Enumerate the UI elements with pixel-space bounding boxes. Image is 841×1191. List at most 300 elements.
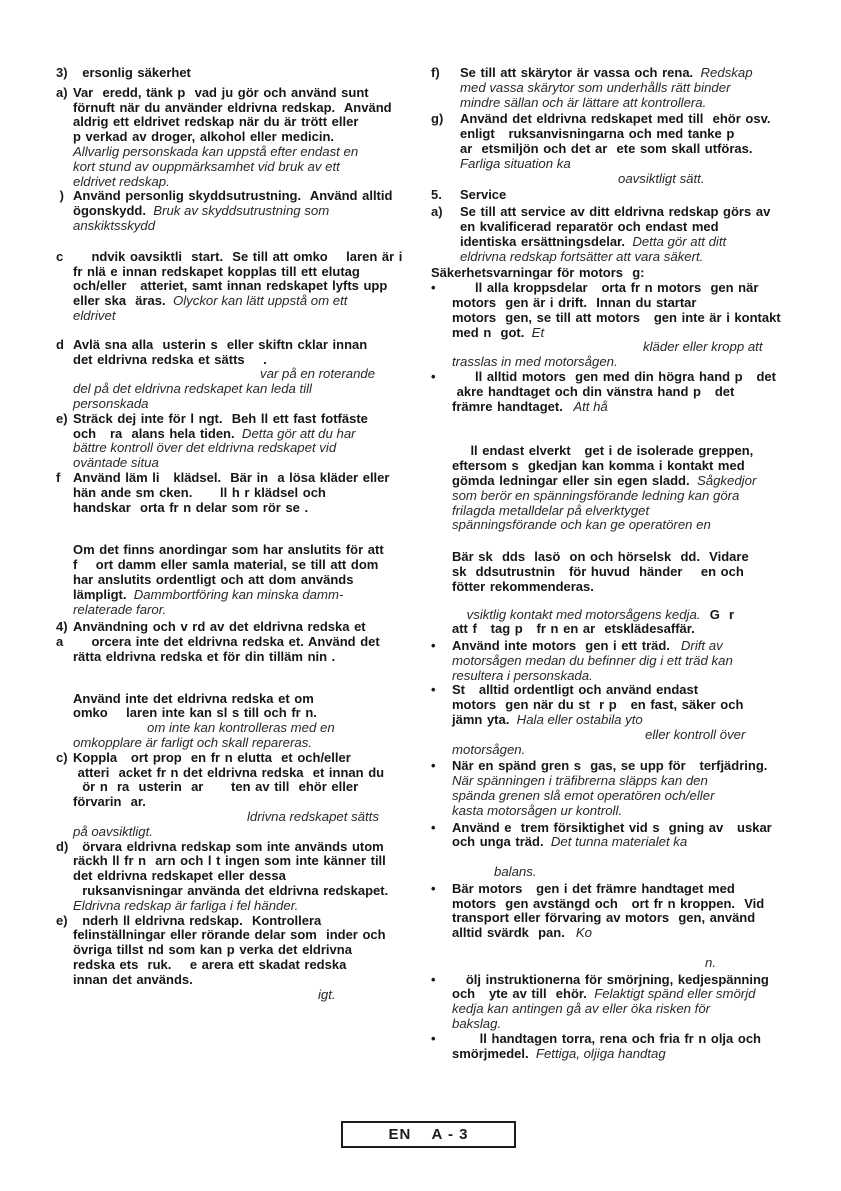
explanation-text: Olyckor kan lätt uppstå om ett — [165, 293, 348, 309]
list-marker: • — [431, 819, 436, 835]
explanation-text: eller kontroll över — [645, 726, 746, 742]
explanation-text: mindre sällan och är lättare att kontrollera. — [460, 94, 707, 110]
instruction-text: felinställningar eller rörande delar som inder och — [73, 927, 386, 943]
list-marker: 4) — [56, 619, 68, 635]
text-line — [73, 884, 428, 899]
text-line — [73, 338, 428, 353]
text-line — [452, 850, 813, 865]
text-line — [73, 825, 428, 840]
explanation-text: eldrivna redskap fortsätter att vara säkert. — [460, 248, 704, 264]
explanation-text: n. — [705, 954, 716, 970]
text-line — [73, 620, 428, 635]
instruction-text: ersonlig säkerhet — [73, 65, 191, 80]
instruction-text: lämpligt. — [73, 586, 127, 602]
instruction-text: att f tag p fr n en ar etsklädesaffär. — [452, 621, 695, 637]
text-line — [452, 865, 813, 880]
instruction-text: motors gen avstängd och ort fr n kroppen. Vid — [452, 895, 765, 911]
instruction-text: ölj instruktionerna för smörjning, kedjespänning — [452, 971, 769, 987]
text-line — [73, 441, 428, 456]
instruction-text: rätta eldrivna redska et för din tilläm nin . — [73, 648, 336, 664]
explanation-text: kasta motorsågen ur kontroll. — [452, 802, 623, 818]
explanation-text: Ko — [564, 925, 592, 941]
explanation-text: personskada — [73, 395, 149, 411]
instruction-text: har anslutits ordentligt och att dom används — [73, 571, 354, 587]
text-line — [452, 355, 813, 370]
instruction-text: ögonskydd. — [73, 203, 146, 219]
explanation-text: Felaktigt spänd eller smörjd — [586, 986, 756, 1002]
text-line — [452, 518, 813, 533]
text-line — [73, 736, 428, 751]
instruction-text: Använd inte det eldrivna redska et om — [73, 690, 314, 706]
list-item — [431, 882, 813, 971]
list-item — [431, 188, 813, 203]
text-line — [452, 459, 813, 474]
text-line — [452, 296, 813, 311]
text-line — [73, 145, 428, 160]
list-marker: • — [431, 280, 436, 296]
explanation-text: bättre kontroll över det eldrivna redskapet vid — [73, 440, 337, 456]
text-line — [431, 266, 813, 281]
instruction-text: Använd e trem försiktighet vid s gning av uskar — [452, 819, 772, 835]
text-line — [73, 382, 428, 397]
instruction-text: det eldrivna redska et sätts . — [73, 351, 267, 367]
explanation-text: Bruk av skyddsutrustning som — [145, 203, 330, 219]
instruction-text: Bär motors gen i det främre handtaget med — [452, 880, 735, 896]
text-line — [452, 444, 813, 459]
instruction-text: ar etsmiljön och det ar ete som skall utföras. — [460, 140, 753, 156]
instruction-text: atteri acket fr n det eldrivna redska et innan du — [73, 764, 385, 780]
list-marker: 5. — [431, 187, 442, 203]
instruction-text: Använd det eldrivna redskapet med till ehör osv. — [460, 111, 771, 127]
instruction-text: fötter rekommenderas. — [452, 578, 594, 594]
text-line — [452, 370, 813, 385]
left-column — [56, 66, 428, 1002]
list-item — [431, 112, 813, 186]
text-line — [73, 869, 428, 884]
list-item — [431, 683, 813, 757]
list-item — [56, 543, 428, 617]
text-line — [460, 142, 813, 157]
instruction-text: St alltid ordentligt och använd endast — [452, 682, 699, 698]
text-line — [73, 721, 428, 736]
instruction-text: eller ska äras. — [73, 293, 166, 309]
instruction-text: omko laren inte kan sl s till och fr n. — [73, 705, 317, 721]
explanation-text: som berör en spänningsförande ledning kan göra — [452, 487, 740, 503]
text-line — [452, 835, 813, 850]
list-item — [431, 821, 813, 880]
text-line — [73, 367, 428, 382]
list-marker: • — [431, 368, 436, 384]
instruction-text: hän ande sm cken. ll h r klädsel och — [73, 484, 326, 500]
text-line — [73, 397, 428, 412]
instruction-text: förvarin ar. — [73, 794, 146, 810]
list-item — [56, 751, 428, 840]
text-line — [452, 400, 813, 415]
list-marker: f) — [431, 65, 440, 80]
text-line — [452, 340, 813, 355]
text-line — [460, 127, 813, 142]
text-line — [73, 204, 428, 219]
text-line — [452, 669, 813, 684]
explanation-text: anskiktsskydd — [73, 217, 156, 233]
instruction-text: och yte av till ehör. — [452, 986, 587, 1002]
list-marker: ) — [56, 188, 64, 204]
text-line — [73, 160, 428, 175]
list-item — [431, 639, 813, 683]
text-line — [452, 759, 813, 774]
text-line — [460, 112, 813, 127]
text-line — [452, 608, 813, 623]
text-line — [73, 175, 428, 190]
list-item — [431, 444, 813, 533]
instruction-text: När en spänd gren s gas, se upp för terfjädring. — [452, 758, 768, 774]
text-line — [460, 66, 813, 81]
instruction-text: Avlä sna alla usterin s eller skiftn cklar innan — [73, 336, 368, 352]
list-item — [56, 620, 428, 635]
explanation-text: kort stund av ouppmärksamhet vid bruk av ett — [73, 158, 340, 174]
instruction-text: det eldrivna redskapet eller dessa — [73, 868, 286, 884]
text-line — [73, 353, 428, 368]
list-item — [431, 608, 813, 638]
explanation-text: Sågkedjor — [689, 472, 757, 488]
instruction-text: Använd personlig skyddsutrustning. Använd alltid — [73, 188, 393, 204]
list-marker: a) — [56, 84, 68, 100]
text-line — [73, 66, 428, 81]
list-marker: • — [431, 682, 436, 698]
instruction-text: örvara eldrivna redskap som inte används utom — [73, 838, 384, 854]
explanation-text: oavsiktligt sätt. — [618, 170, 705, 186]
list-item — [56, 635, 428, 665]
list-item — [56, 250, 428, 324]
text-line — [73, 101, 428, 116]
text-line — [73, 650, 428, 665]
list-marker: • — [431, 1030, 436, 1046]
text-line — [73, 854, 428, 869]
text-line — [73, 766, 428, 781]
text-line — [452, 698, 813, 713]
explanation-text: Redskap — [693, 65, 753, 80]
text-line — [73, 265, 428, 280]
explanation-text: vsiktlig kontakt med motorsågens kedja. — [452, 606, 701, 622]
text-line — [73, 988, 428, 1003]
instruction-text: p verkad av droger, alkohol eller medicin. — [73, 129, 335, 145]
explanation-text: eldrivet — [73, 307, 116, 323]
list-item — [56, 914, 428, 1003]
text-line — [452, 1002, 813, 1017]
list-item — [56, 840, 428, 914]
text-line — [452, 882, 813, 897]
instruction-text: Service — [460, 187, 507, 203]
text-line — [73, 558, 428, 573]
text-line — [452, 474, 813, 489]
instruction-text: f ort damm eller samla material, se till att dom — [73, 557, 379, 573]
instruction-text: fr nlä e innan redskapet kopplas till ett elutag — [73, 263, 360, 279]
instruction-text: Var eredd, tänk p vad ju gör och använd sunt — [73, 84, 369, 100]
instruction-text: och/eller atteriet, samt innan redskapet lyfts upp — [73, 278, 388, 294]
instruction-text: ll handtagen torra, rena och fria fr n olja och — [452, 1030, 761, 1046]
right-column — [431, 66, 813, 1061]
text-line — [452, 987, 813, 1002]
text-line — [452, 743, 813, 758]
instruction-text: G r — [700, 606, 735, 622]
instruction-text: motors gen är i drift. Innan du startar — [452, 294, 697, 310]
instruction-text: akre handtaget och din vänstra hand p det — [452, 383, 735, 399]
text-line — [452, 897, 813, 912]
instruction-text: sk ddsutrustnin för huvud händer en och — [452, 563, 744, 579]
list-marker: e) — [56, 912, 68, 928]
list-item — [431, 205, 813, 264]
list-marker: d — [56, 336, 64, 352]
text-line — [452, 385, 813, 400]
text-line — [73, 928, 428, 943]
instruction-text: övriga tillst nd som kan p verka det eldrivna — [73, 942, 352, 958]
instruction-text: jämn yta. — [452, 712, 510, 728]
explanation-text: på oavsiktligt. — [73, 823, 153, 839]
instruction-text: smörjmedel. — [452, 1045, 529, 1061]
explanation-text: oväntade situa — [73, 455, 159, 471]
explanation-text: Detta gör att ditt — [625, 233, 727, 249]
text-line — [73, 501, 428, 516]
instruction-text: Säkerhetsvarningar för motors g: — [431, 265, 645, 281]
text-line — [452, 311, 813, 326]
text-line — [460, 96, 813, 111]
explanation-text: spänningsförande och kan ge operatören en — [452, 517, 711, 533]
explanation-text: relaterade faror. — [73, 601, 167, 617]
text-line — [73, 588, 428, 603]
explanation-text: Allvarlig personskada kan uppstå efter endast en — [73, 143, 359, 159]
instruction-text: eftersom s gkedjan kan komma i kontakt med — [452, 458, 745, 474]
instruction-text: främre handtaget. — [452, 398, 563, 414]
text-line — [73, 914, 428, 929]
explanation-text: Drift av — [669, 638, 723, 654]
list-marker: a — [56, 634, 64, 650]
text-line — [452, 821, 813, 836]
text-line — [73, 115, 428, 130]
text-line — [73, 943, 428, 958]
explanation-text: Fettiga, oljiga handtag — [528, 1045, 666, 1061]
explanation-text: trasslas in med motorsågen. — [452, 354, 618, 370]
list-item — [56, 412, 428, 471]
explanation-text: kedja kan antingen gå av eller öka risken för — [452, 1001, 711, 1017]
text-line — [73, 635, 428, 650]
instruction-text: Se till att service av ditt eldrivna redskap görs av — [460, 204, 771, 220]
instruction-text: ll alltid motors gen med din högra hand p det — [452, 368, 776, 384]
explanation-text: balans. — [494, 864, 537, 880]
explanation-text: del på det eldrivna redskapet kan leda till — [73, 381, 312, 397]
instruction-text: redska ets ruk. e arera ett skadat redska — [73, 957, 347, 973]
page-number: EN A - 3 — [388, 1126, 469, 1143]
text-line — [460, 188, 813, 203]
text-line — [452, 580, 813, 595]
explanation-text: Et — [524, 324, 545, 340]
instruction-text: Se till att skärytor är vassa och rena. — [460, 65, 694, 80]
text-line — [452, 654, 813, 669]
text-line — [460, 220, 813, 235]
text-line — [452, 713, 813, 728]
text-line — [73, 471, 428, 486]
list-item — [56, 692, 428, 751]
list-item — [431, 266, 813, 281]
instruction-text: handskar orta fr n delar som rör se . — [73, 499, 309, 515]
instruction-text: Använd läm li klädsel. Bär in a lösa kläder eller — [73, 469, 390, 485]
text-line — [452, 728, 813, 743]
text-line — [73, 603, 428, 618]
text-line — [73, 692, 428, 707]
text-line — [452, 956, 813, 971]
text-line — [73, 86, 428, 101]
explanation-text: Det tunna materialet ka — [543, 834, 688, 850]
explanation-text: omkopplare är farligt och skall repareras. — [73, 735, 312, 751]
text-line — [452, 926, 813, 941]
instruction-text: transport eller förvaring av motors gen, använd — [452, 910, 756, 926]
instruction-text: aldrig ett eldrivet redskap när du är trött eller — [73, 114, 359, 130]
text-line — [452, 622, 813, 637]
instruction-text: Om det finns anordingar som har anslutits för att — [73, 542, 384, 558]
explanation-text: motorsågen medan du befinner dig i ett träd kan — [452, 652, 733, 668]
explanation-text: var på en roterande — [260, 366, 376, 382]
explanation-text: kläder eller kropp att — [643, 339, 763, 355]
instruction-text: ruksanvisningar använda det eldrivna redskapet. — [73, 883, 389, 899]
text-line — [452, 789, 813, 804]
instruction-text: och ra alans hela tiden. — [73, 425, 235, 441]
text-line — [73, 840, 428, 855]
instruction-text: innan det används. — [73, 971, 193, 987]
explanation-text: Att hå — [562, 398, 608, 414]
instruction-text: Sträck dej inte för l ngt. Beh ll ett fast fotfäste — [73, 410, 368, 426]
explanation-text: eldrivet redskap. — [73, 173, 170, 189]
instruction-text: Använd inte motors gen i ett träd. — [452, 638, 670, 654]
text-line — [73, 219, 428, 234]
explanation-text: Eldrivna redskap är farliga i fel händer. — [73, 897, 299, 913]
text-line — [73, 573, 428, 588]
text-line — [73, 795, 428, 810]
list-marker: • — [431, 638, 436, 654]
text-line — [73, 543, 428, 558]
instruction-text: Koppla ort prop en fr n elutta et och/eller — [73, 749, 351, 765]
text-line — [73, 427, 428, 442]
text-line — [73, 309, 428, 324]
list-item — [56, 338, 428, 412]
instruction-text: identiska ersättningsdelar. — [460, 233, 626, 249]
instruction-text: ll alla kroppsdelar orta fr n motors gen när — [452, 280, 759, 296]
text-line — [73, 250, 428, 265]
text-line — [452, 911, 813, 926]
instruction-text: enligt ruksanvisningarna och med tanke p — [460, 126, 735, 142]
text-line — [73, 189, 428, 204]
explanation-text: Farliga situation ka — [460, 155, 571, 171]
text-line — [73, 294, 428, 309]
list-marker: • — [431, 880, 436, 896]
text-line — [73, 412, 428, 427]
explanation-text: med vassa skärytor som underhålls rätt binder — [460, 79, 731, 95]
text-line — [73, 810, 428, 825]
list-marker: d) — [56, 838, 69, 854]
instruction-text: ör n ra usterin ar ten av till ehör eller — [73, 779, 359, 795]
instruction-text: med n got. — [452, 324, 525, 340]
page-number-box — [341, 1121, 516, 1148]
list-item — [56, 471, 428, 515]
text-line — [452, 504, 813, 519]
instruction-text: ndvik oavsiktli start. Se till att omko laren är i — [73, 248, 403, 264]
list-marker: c) — [56, 749, 68, 765]
instruction-text: motors gen när du st r p en fast, säker och — [452, 697, 744, 713]
text-line — [452, 804, 813, 819]
text-line — [452, 565, 813, 580]
explanation-text: Detta gör att du har — [234, 425, 356, 441]
text-line — [452, 1017, 813, 1032]
list-item — [431, 973, 813, 1032]
text-line — [460, 81, 813, 96]
instruction-text: Användning och v rd av det eldrivna redska et — [73, 619, 366, 635]
list-item — [56, 189, 428, 233]
explanation-text: frilagda metalldelar på elverktyget — [452, 502, 650, 518]
text-line — [73, 780, 428, 795]
instruction-text: en kvalificerad reparatör och endast med — [460, 218, 719, 234]
text-line — [452, 774, 813, 789]
list-item — [431, 370, 813, 414]
text-line — [452, 489, 813, 504]
instruction-text: Bär sk dds lasö on och hörselsk dd. Vidare — [452, 549, 749, 565]
text-line — [452, 281, 813, 296]
list-item — [431, 759, 813, 818]
instruction-text: ll endast elverkt get i de isolerade greppen, — [452, 443, 754, 459]
explanation-text: spända grenen slå emot operatören och/eller — [452, 788, 715, 804]
text-line — [452, 639, 813, 654]
text-line — [73, 899, 428, 914]
list-item — [56, 86, 428, 190]
text-line — [460, 205, 813, 220]
text-line — [452, 973, 813, 988]
explanation-text: igt. — [318, 986, 336, 1002]
instruction-text: nderh ll eldrivna redskap. Kontrollera — [73, 912, 322, 928]
list-item — [431, 66, 813, 110]
instruction-text: och unga träd. — [452, 834, 544, 850]
text-line — [460, 235, 813, 250]
explanation-text: Hala eller ostabila yto — [509, 712, 643, 728]
list-item — [431, 1032, 813, 1062]
text-line — [73, 958, 428, 973]
text-line — [73, 706, 428, 721]
explanation-text: om inte kan kontrolleras med en — [147, 720, 335, 736]
text-line — [452, 326, 813, 341]
text-line — [460, 172, 813, 187]
explanation-text: Dammbortföring kan minska damm- — [126, 586, 344, 602]
list-item — [56, 66, 428, 81]
explanation-text: ldrivna redskapet sätts — [247, 809, 379, 825]
text-line — [73, 486, 428, 501]
list-item — [431, 550, 813, 594]
text-line — [73, 751, 428, 766]
instruction-text: motors gen, se till att motors gen inte är i kontakt — [452, 309, 781, 325]
text-line — [452, 1047, 813, 1062]
instruction-text: förnuft när du använder eldrivna redskap. Använd — [73, 99, 392, 115]
list-marker: g) — [431, 111, 444, 127]
explanation-text: När spänningen i träfibrerna släpps kan den — [452, 773, 708, 789]
list-marker: • — [431, 971, 436, 987]
text-line — [73, 130, 428, 145]
text-line — [73, 973, 428, 988]
list-marker: 3) — [56, 65, 68, 80]
text-line — [460, 250, 813, 265]
text-line — [452, 941, 813, 956]
explanation-text: motorsågen. — [452, 741, 526, 757]
text-line — [73, 456, 428, 471]
list-item — [431, 281, 813, 370]
list-marker: c — [56, 248, 64, 264]
list-marker: f — [56, 469, 61, 485]
text-line — [460, 157, 813, 172]
instruction-text: gömda ledningar eller sin egen sladd. — [452, 472, 690, 488]
